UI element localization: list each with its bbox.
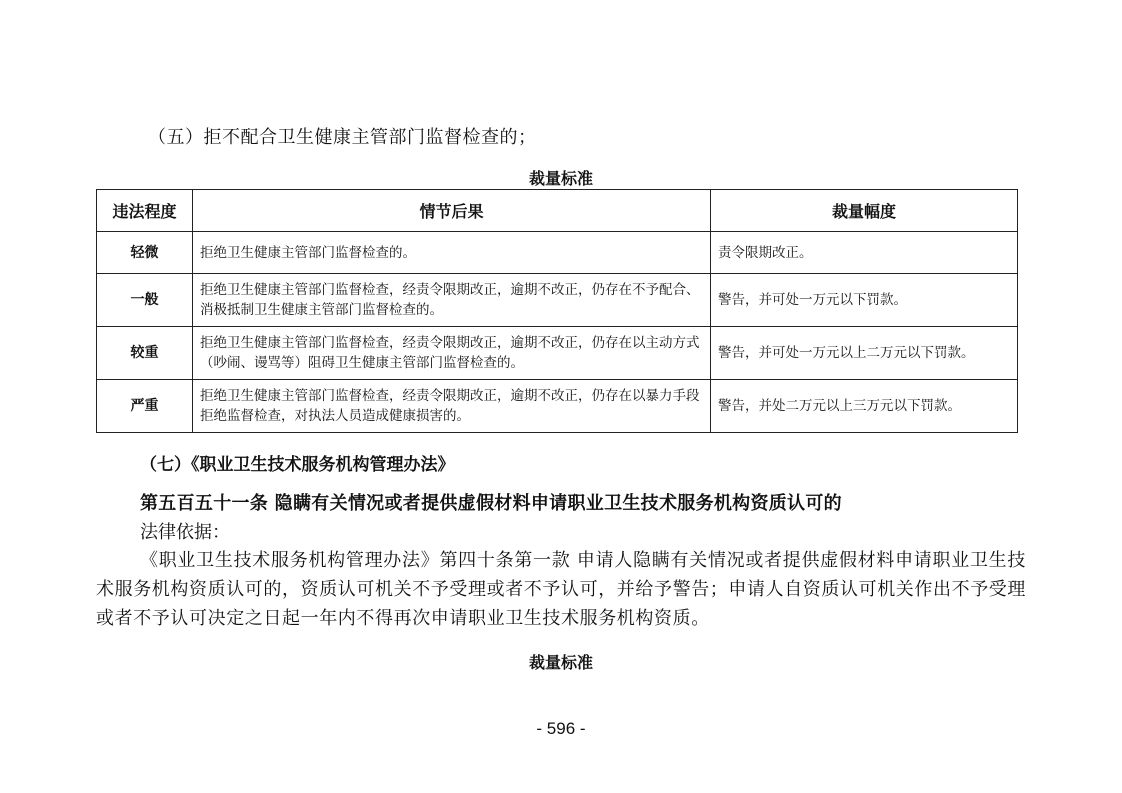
- article-title: 第五百五十一条 隐瞒有关情况或者提供虚假材料申请职业卫生技术服务机构资质认可的: [140, 493, 842, 514]
- table-header-row: [97, 190, 1018, 232]
- header-circumstance: 情节后果: [193, 190, 711, 232]
- severity-cell: 轻微: [97, 232, 193, 274]
- page-number: - 596 -: [536, 719, 586, 738]
- circumstance-cell: 拒绝卫生健康主管部门监督检查，经责令限期改正，逾期不改正，仍存在不予配合、消极抵制卫生健康主管部门监督检查的。: [193, 274, 711, 327]
- circumstance-cell: 拒绝卫生健康主管部门监督检查，经责令限期改正，逾期不改正，仍存在以暴力手段拒绝监督检查，对执法人员造成健康损害的。: [193, 380, 711, 433]
- circumstance-cell: 拒绝卫生健康主管部门监督检查的。: [193, 232, 711, 274]
- severity-cell: 严重: [97, 380, 193, 433]
- penalty-cell: 责令限期改正。: [711, 232, 1018, 274]
- discretion-standard-table: [96, 189, 1018, 433]
- header-penalty-range: 裁量幅度: [711, 190, 1018, 232]
- table-caption: 裁量标准: [528, 169, 593, 188]
- table-caption-2: 裁量标准: [528, 653, 593, 672]
- severity-cell: 较重: [97, 327, 193, 380]
- penalty-cell: 警告，并可处一万元以上二万元以下罚款。: [711, 327, 1018, 380]
- header-severity: 违法程度: [97, 190, 193, 232]
- section-7-heading: （七）《职业卫生技术服务机构管理办法》: [140, 455, 455, 475]
- table-row: [97, 274, 1018, 327]
- legal-basis-label: 法律依据：: [140, 522, 230, 543]
- legal-basis-paragraph: 《职业卫生技术服务机构管理办法》第四十条第一款 申请人隐瞒有关情况或者提供虚假材料申请职业卫生技术服务机构资质认可的，资质认可机关不予受理或者不予认可，并给予警告；申请人自资质认可机关作出不予受理或者不予认可决定之日起一年内不得再次申请职业卫生技术服务机构资质。: [96, 550, 1026, 629]
- item-5-text: （五）拒不配合卫生健康主管部门监督检查的；: [148, 127, 537, 148]
- penalty-cell: 警告，并处二万元以上三万元以下罚款。: [711, 380, 1018, 433]
- circumstance-cell: 拒绝卫生健康主管部门监督检查，经责令限期改正，逾期不改正，仍存在以主动方式（吵闹、谩骂等）阻碍卫生健康主管部门监督检查的。: [193, 327, 711, 380]
- table-row: [97, 380, 1018, 433]
- penalty-cell: 警告，并可处一万元以下罚款。: [711, 274, 1018, 327]
- severity-cell: 一般: [97, 274, 193, 327]
- table-row: [97, 327, 1018, 380]
- table-row: [97, 232, 1018, 274]
